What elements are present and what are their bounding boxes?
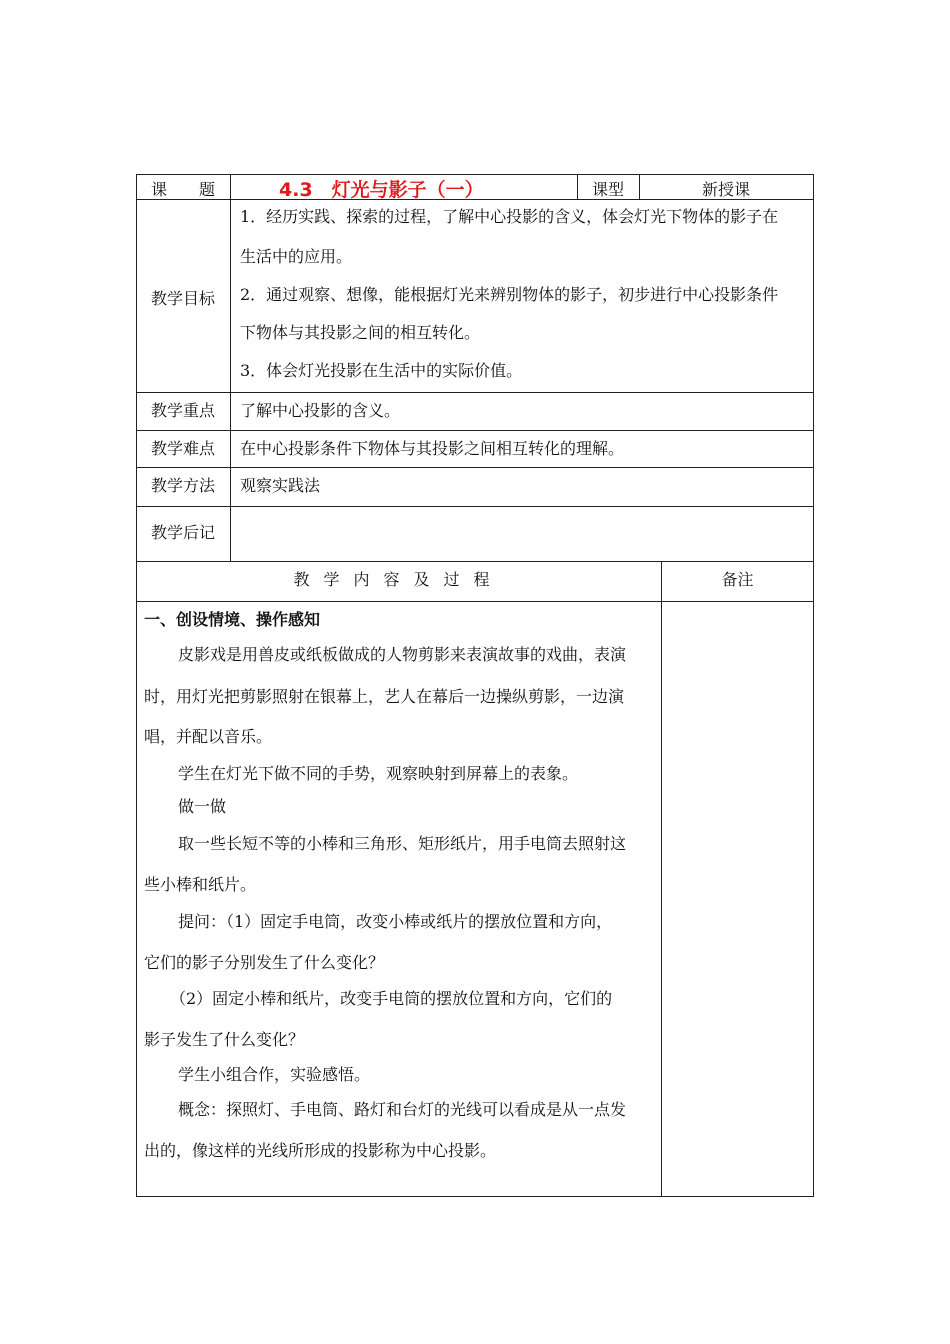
process-line: 皮影戏是用兽皮或纸板做成的人物剪影来表演故事的戏曲，表演 bbox=[178, 645, 627, 664]
topic-label: 课 题 bbox=[150, 180, 215, 199]
objective-line: 下物体与其投影之间的相互转化。 bbox=[240, 323, 481, 342]
section-title: 一、创设情境、操作感知 bbox=[144, 610, 321, 629]
key-point-label: 教学重点 bbox=[150, 401, 215, 420]
method-label: 教学方法 bbox=[150, 476, 215, 495]
objective-line: 2．通过观察、想像，能根据灯光来辨别物体的影子，初步进行中心投影条件 bbox=[240, 285, 779, 304]
process-line: 唱，并配以音乐。 bbox=[144, 727, 273, 746]
process-line: 取一些长短不等的小棒和三角形、矩形纸片，用手电筒去照射这 bbox=[178, 834, 627, 853]
process-line: 些小棒和纸片。 bbox=[144, 875, 257, 894]
method-value: 观察实践法 bbox=[240, 476, 321, 495]
process-line: 它们的影子分别发生了什么变化？ bbox=[144, 953, 385, 972]
postscript-label: 教学后记 bbox=[150, 523, 215, 542]
process-line: 概念：探照灯、手电筒、路灯和台灯的光线可以看成是从一点发 bbox=[178, 1100, 627, 1119]
process-line: 时，用灯光把剪影照射在银幕上，艺人在幕后一边操纵剪影，一边演 bbox=[144, 687, 625, 706]
lesson-title: 4.3 灯光与影子（一） bbox=[279, 179, 484, 201]
process-line: 学生在灯光下做不同的手势，观察映射到屏幕上的表象。 bbox=[178, 764, 579, 783]
process-line: 做一做 bbox=[178, 797, 227, 816]
process-line: 影子发生了什么变化？ bbox=[144, 1030, 305, 1049]
objective-line: 生活中的应用。 bbox=[240, 247, 353, 266]
notes-header: 备注 bbox=[721, 570, 754, 589]
lesson-type-label: 课型 bbox=[591, 180, 624, 199]
process-line: （2）固定小棒和纸片，改变手电筒的摆放位置和方向，它们的 bbox=[170, 989, 613, 1008]
difficulty-label: 教学难点 bbox=[150, 439, 215, 458]
key-point-value: 了解中心投影的含义。 bbox=[240, 401, 401, 420]
process-line: 提问：（1）固定手电筒，改变小棒或纸片的摆放位置和方向， bbox=[178, 912, 613, 931]
lesson-type-value: 新授课 bbox=[701, 180, 750, 199]
difficulty-value: 在中心投影条件下物体与其投影之间相互转化的理解。 bbox=[240, 439, 625, 458]
process-line: 出的，像这样的光线所形成的投影称为中心投影。 bbox=[144, 1141, 497, 1160]
process-header: 教学内容及过程 bbox=[293, 570, 504, 589]
objectives-label: 教学目标 bbox=[150, 289, 215, 308]
objective-line: 3．体会灯光投影在生活中的实际价值。 bbox=[240, 361, 523, 380]
process-line: 学生小组合作，实验感悟。 bbox=[178, 1065, 371, 1084]
objective-line: 1．经历实践、探索的过程，了解中心投影的含义，体会灯光下物体的影子在 bbox=[240, 207, 779, 226]
